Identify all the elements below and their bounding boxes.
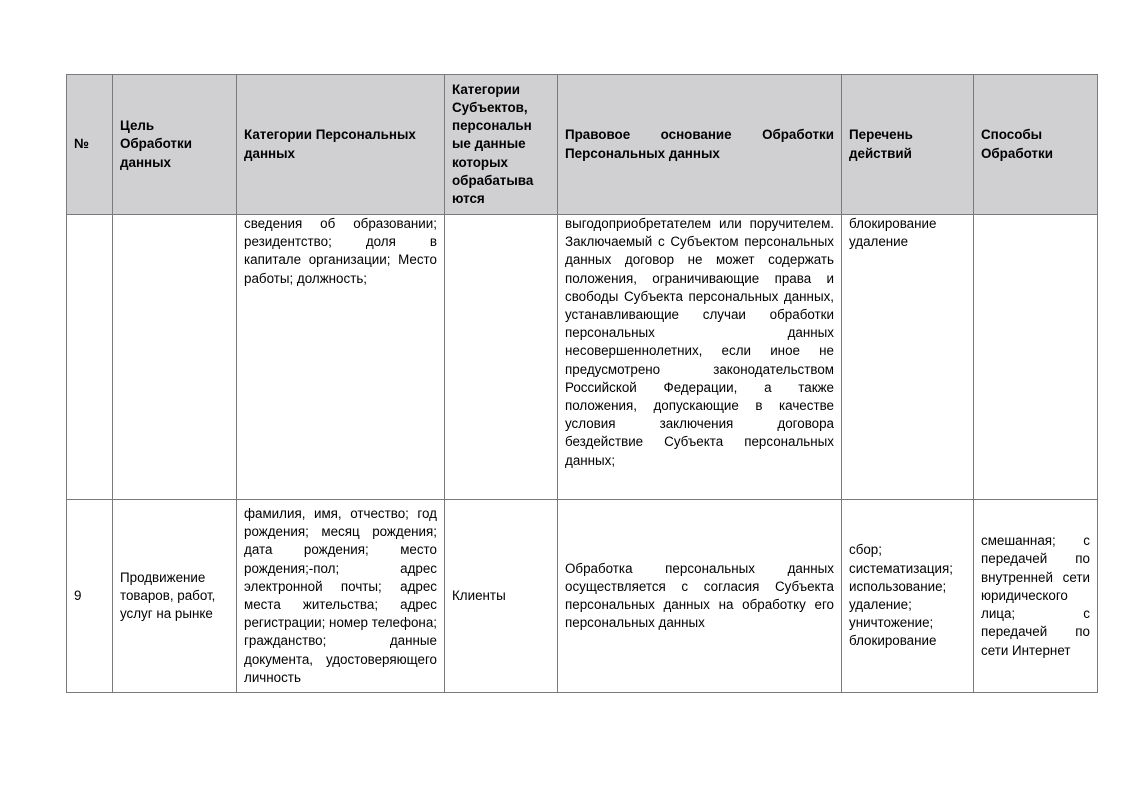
header-subject-categories: Категории Субъектов, персональн ые данные которых обрабатыва ются [445,75,558,215]
cell-actions: сбор; систематизация; использование; удаление; уничтожение; блокирование [842,500,974,693]
personal-data-processing-table [66,74,1098,693]
cell-legal-basis: Обработка персональных данных осуществляется с согласия Субъекта персональных данных на обработку его персональных данных [558,500,842,693]
header-purpose: Цель Обработки данных [113,75,237,215]
cell-pd-categories: сведения об образовании; резидентство; доля в капитале организации; Место работы; должность; [237,215,445,500]
header-actions: Перечень действий [842,75,974,215]
header-number: № [67,75,113,215]
header-legal-basis: Правовое основание Обработки Персональных данных [558,75,842,215]
table-row [67,500,1098,693]
cell-purpose [113,215,237,500]
cell-methods: смешанная; с передачей по внутренней сети юридического лица; с передачей по сети Интернет [974,500,1098,693]
table-header-row [67,75,1098,215]
header-pd-categories: Категории Персональных данных [237,75,445,215]
cell-number [67,215,113,500]
cell-purpose: Продвижение товаров, работ, услуг на рынке [113,500,237,693]
cell-pd-categories: фамилия, имя, отчество; год рождения; месяц рождения; дата рождения; место рождения;-пол; адрес электронной почты; адрес места жительства; адрес регистрации; номер телефона; гражданство; данные документа, удостоверяющего личность [237,500,445,693]
cell-methods [974,215,1098,500]
cell-legal-basis: выгодоприобретателем или поручителем. Заключаемый с Субъектом персональных данных договор не может содержать положения, ограничивающие права и свободы Субъекта персональных данных, устанавливающие случаи обработки персональных данных несовершеннолетних, если иное не предусмотрено законодательством Российской Федерации, а также положения, допускающие в качестве условия заключения договора бездействие Субъекта персональных данных; [558,215,842,500]
table-row [67,215,1098,500]
cell-subject-categories: Клиенты [445,500,558,693]
cell-subject-categories [445,215,558,500]
header-methods: Способы Обработки [974,75,1098,215]
cell-number: 9 [67,500,113,693]
cell-actions: блокирование удаление [842,215,974,500]
